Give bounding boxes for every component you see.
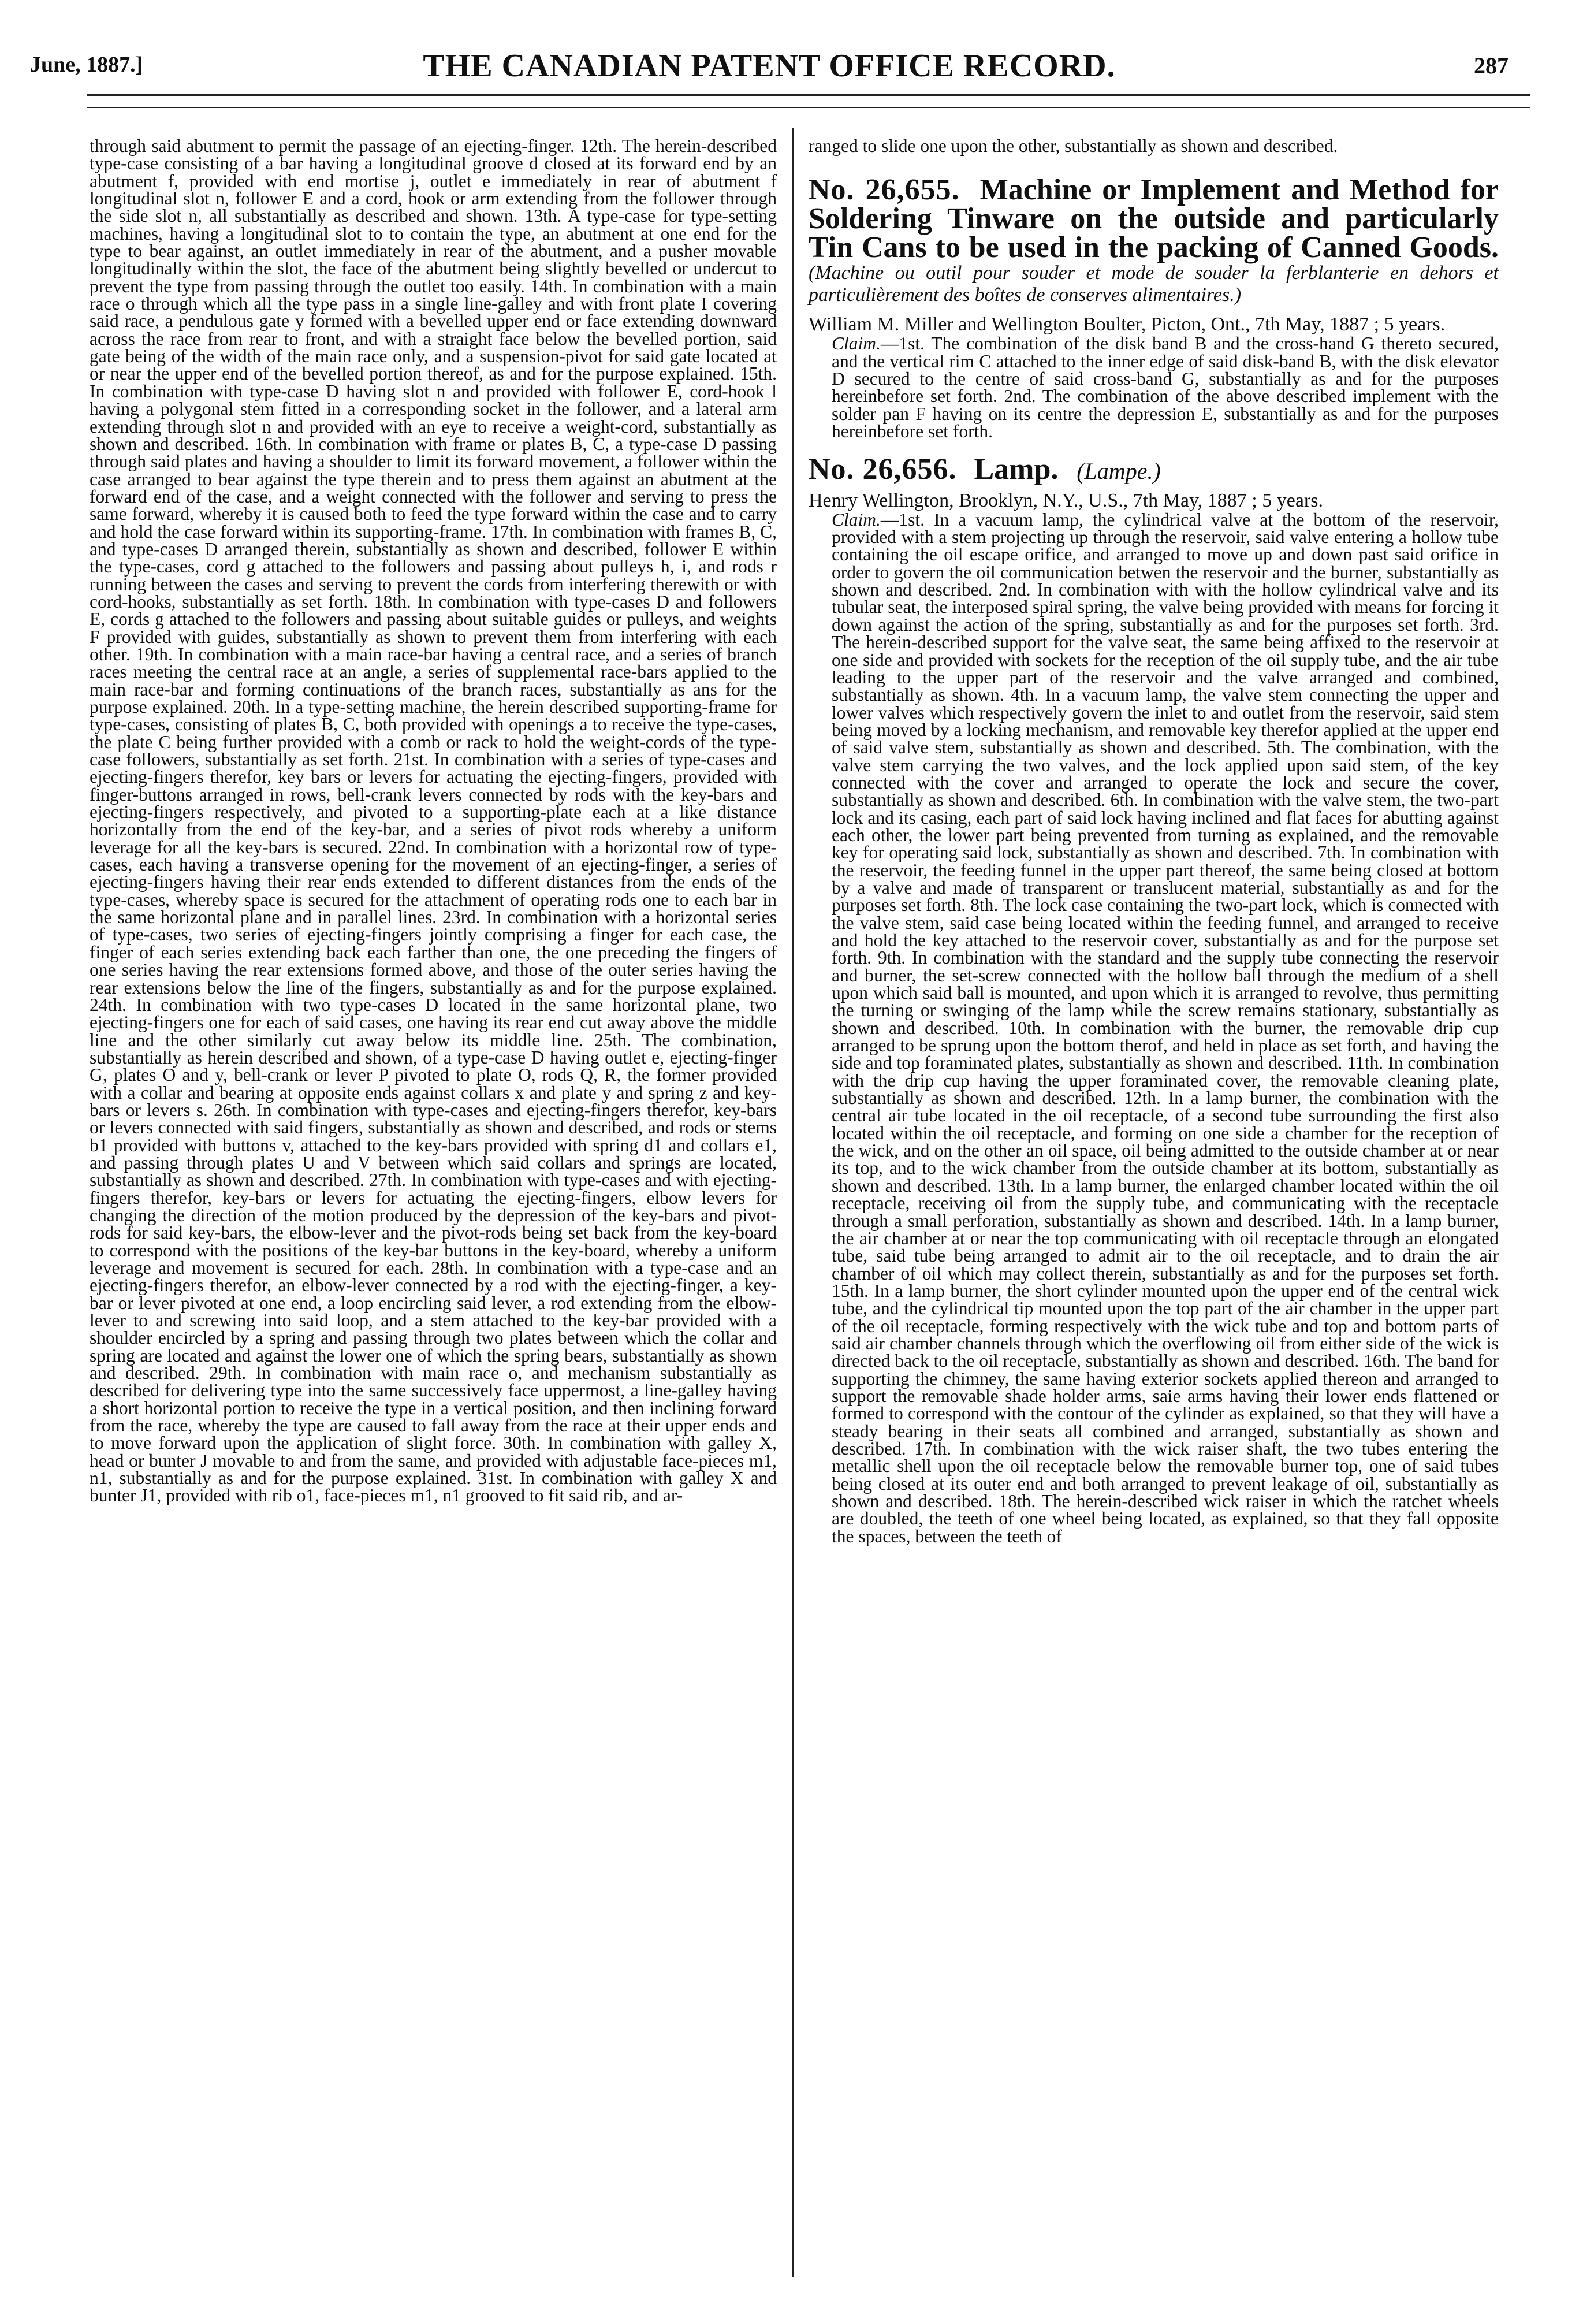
patent-claims (809, 511, 1499, 1545)
continued-claims-text: through said abutment to permit the passage of an ejecting-finger. 12th. The herein-described type-case consisting of a bar having a longitudinal groove d closed at its forward end by an abutment f, provided with end mortise j, outlet e immediately in rear of abutment f longitudinal slot n, follower E and a cord, hook or arm extending from the follower through the side slot n, all substantially as described and shown. 13th. A type-case for type-setting machines, having a longitudinal slot to to contain the type, an abutment at one end for the type to bear against, an outlet immediately in rear of the abutment, and a pusher movable longitudinally within the slot, the face of the abutment being slightly bevelled or undercut to prevent the type from passing through the outlet too easily. 14th. In combination with a main race o through which all the type pass in a single line-galley and with front plate I covering said race, a pendulous gate y formed with a bevelled upper end or face extending downward across the race from rear to front, and with a straight face below the bevelled portion, said gate being of the width of the main race only, and a suspension-pivot for said gate located at or near the upper end of the bevelled portion thereof, as and for the purpose explained. 15th. In combination with type-case D having slot n and provided with follower E, cord-hook l having a polygonal stem fitted in a corresponding socket in the follower, and a lateral arm extending through slot n and provided with an eye to receive a weight-cord, substantially as shown and described. 16th. In combination with frame or plates B, C, a type-case D passing through said plates and having a shoulder to limit its forward movement, a follower within the case arranged to bear against the type therein and to press them against an abutment at the forward end of the case, and a weight connected with the follower and serving to press the same forward, whereby it is caused both to feed the type forward within the case and to carry and hold the case forward within its supporting-frame. 17th. In combination with frames B, C, and type-cases D arranged therein, substantially as shown and described, follower E within the type-cases, cord g attached to the followers and passing about pulleys h, i, and rods r running between the cases and serving to prevent the cords from interfering therewith or with cord-hooks, substantially as set forth. 18th. In combination with type-cases D and followers E, cords g attached to the followers and passing about suitable guides or pulleys, and weights F provided with guides, substantially as shown to prevent them from interfering with each other. 19th. In combination with a main race-bar having a central race, and a series of branch races meeting the central race at an angle, a series of supplemental race-bars applied to the main race-bar and forming continuations of the branch races, substantially as ans for the purpose explained. 20th. In a type-setting machine, the herein described supporting-frame for type-cases, consisting of plates B, C, both provided with openings a to receive the type-cases, the plate C being further provided with a comb or rack to hold the weight-cords of the type-case followers, substantially as set forth. 21st. In combination with a series of type-cases and ejecting-fingers therefor, key bars or levers for actuating the ejecting-fingers, provided with finger-buttons arranged in rows, bell-crank levers connected by rods with the key-bars and ejecting-fingers respectively, and pivoted to a supporting-plate each at a like distance horizontally from the end of the key-bar, and a series of pivot rods whereby a uniform leverage for all the key-bars is secured. 22nd. In combination with a horizontal row of type-cases, each having a transverse opening for the movement of an ejecting-finger, a series of ejecting-fingers having their rear ends extended to different distances from the ends of the type-cases, whereby space is secured for the attachment of operating rods one to each bar in the same horizontal plane and in parallel lines. 23rd. In combination with a horizontal series of type-cases, two series of ejecting-fingers jointly comprising a finger for each case, the finger of each series extending back each farther than one, the one preceding the fingers of one series having the rear extensions formed above, and those of the outer series having the rear extensions below the line of the fingers, substantially as and for the purpose explained. 24th. In combination with two type-cases D located in the same horizontal plane, two ejecting-fingers one for each of said cases, one having its rear end cut away above the middle line and the other similarly cut away below its middle line. 25th. The combination, substantially as herein described and shown, of a type-case D having outlet e, ejecting-finger G, plates O and y, bell-crank or lever P pivoted to plate O, rods Q, R, the former provided with a collar and bearing at opposite ends against collars x and plate y and spring z and key-bars or levers s. 26th. In combination with type-cases and ejecting-fingers therefor, key-bars or levers connected with said fingers, substantially as shown and described, and rods or stems b1 provided with buttons v, attached to the key-bars provided with spring d1 and collars e1, and passing through plates U and V between which said collars and springs are located, substantially as shown and described. 27th. In combination with type-cases and with ejecting-fingers therefor, key-bars or levers for actuating the ejecting-fingers, elbow levers for changing the direction of the motion produced by the depression of the key-bars and pivot-rods for said key-bars, the elbow-lever and the pivot-rods being set back from the key-board to correspond with the positions of the key-bar buttons in the key-board, whereby a uniform leverage and movement is secured for each. 28th. In combination with a type-case and an ejecting-fingers therefor, an elbow-lever connected by a rod with the ejecting-finger, a key-bar or lever pivoted at one end, a loop encircling said lever, a rod extending from the elbow-lever to and screwing into said loop, and a stem attached to the key-bar provided with a shoulder encircled by a spring and passing through two plates between which the collar and spring are located and against the lower one of which the spring bears, substantially as shown and described. 29th. In combination with main race o, and mechanism substantially as described for delivering type into the same successively face uppermost, a line-galley having a short horizontal portion to receive the type in a vertical position, and then inclining forward from the race, whereby the type are caused to fall away from the race at their upper ends and to move forward upon the application of slight force. 30th. In combination with galley X, head or bunter J movable to and from the same, and provided with adjustable face-pieces m1, n1, substantially as and for the purpose explained. 31st. In combination with galley X and bunter J1, provided with rib o1, face-pieces m1, n1 grooved to fit said rib, and ar- (90, 136, 777, 1506)
page-number: 287 (1474, 53, 1508, 79)
issue-date: June, 1887.] (30, 53, 143, 77)
patent-title: Machine or Implement and Method for Soldering Tinware on the outside and particularly Tin Cans to be used in the packing of Canned Goods. (809, 173, 1499, 265)
left-column (90, 137, 777, 1505)
claim-label: Claim. (832, 509, 881, 530)
right-column (809, 137, 1499, 1545)
patent-number: No. 26,656. (809, 453, 957, 486)
column-divider (792, 128, 794, 2277)
patent-title-french: (Machine ou outil pour souder et mode de souder la ferblanterie en dehors et particulièrement des boîtes de conserves alimentaires.) (809, 262, 1499, 306)
page-header (30, 45, 1508, 91)
patent-inventors: William M. Miller and Wellington Boulter, Picton, Ont., 7th May, 1887 ; 5 years. (809, 314, 1446, 336)
continued-claim-end: ranged to slide one upon the other, substantially as shown and described. (809, 136, 1338, 156)
claim-text: —1st. In a vacuum lamp, the cylindrical valve at the bottom of the reservoir, provided with a stem projecting up through the reservoir, said valve entering a hollow tube containing the oil escape orifice, and arranged to move up and down past said orifice in order to govern the oil communication betwen the reservoir and the burner, substantially as shown and described. 2nd. In combination with with the hollow cylindrical valve and its tubular seat, the interposed spiral spring, the valve being provided with means for forcing it down against the action of the spring, substantially as and for the purposes set forth. 3rd. The herein-described support for the valve seat, the same being affixed to the reservoir at one side and provided with sockets for the reception of the oil supply tube, and the air tube leading to the upper part of the reservoir and the valve arranged and combined, substantially as shown. 4th. In a vacuum lamp, the valve stem connecting the upper and lower valves which respectively govern the inlet to and outlet from the reservoir, said stem being moved by a locking mechanism, and removable key therefor applied at the upper end of said valve stem, substantially as shown and described. 5th. The combination, with the valve stem carrying the two valves, and the lock applied upon said stem, of the key connected with the cover and arranged to operate the lock and secure the cover, substantially as shown and described. 6th. In combination with the valve stem, the two-part lock and its casing, each part of said lock having inclined and flat faces for abutting against each other, the lower part being prevented from turning as explained, and the removable key for operating said lock, substantially as shown and described. 7th. In combination with the reservoir, the feeding funnel in the upper part thereof, the same being closed at bottom by a valve and made of transparent or translucent material, substantially as and for the purposes set forth. 8th. The lock case containing the two-part lock, which is connected with the valve stem, said case being located within the feeding funnel, and arranged to receive and hold the key attached to the reservoir cover, substantially as and for the purpose set forth. 9th. In combination with the standard and the supply tube connecting the reservoir and burner, the set-screw connected with the hollow ball through the medium of a shell upon which said ball is mounted, and upon which it is arranged to revolve, thus permitting the turning or swinging of the lamp while the screw remains stationary, substantially as shown and described. 10th. In combination with the burner, the removable drip cup arranged to be sprung upon the bottom therof, and held in place as set forth, and having the side and top foraminated plates, substantially as shown and described. 11th. In combination with the drip cup having the upper foraminated cover, the removable cleaning plate, substantially as shown and described. 12th. In a lamp burner, the combination with the central air tube located in the oil receptacle, of a second tube surrounding the first also located within the oil receptacle, and forming on one side a chamber for the reception of the wick, and on the other an oil space, oil being admitted to the outside chamber at or near its top, and to the wick chamber from the outside chamber at its bottom, substantially as shown and described. 13th. In a lamp burner, the enlarged chamber located within the oil receptacle, receiving oil from the supply tube, and communicating with the receptacle through a small perforation, substantially as shown and described. 14th. In a lamp burner, the air chamber at or near the top communicating with oil receptacle through an elongated tube, said tube being arranged to admit air to the oil receptacle, and to drain the air chamber of oil which may collect therein, substantially as and for the purposes set forth. 15th. In a lamp burner, the short cylinder mounted upon the upper end of the central wick tube, and the cylindrical tip mounted upon the top part of the air chamber in the upper part of the oil receptacle, forming respectively with the wick tube and top and bottom parts of said air chamber channels through which the overflowing oil from either side of the wick is directed back to the oil receptacle, substantially as shown and described. 16th. The band for supporting the chimney, the same having exterior sockets applied thereon and arranged to support the removable shade holder arms, saie arms having their lower ends flattened or formed to correspond with the contour of the cylinder as explained, so that they will have a steady bearing in their seats all combined and arranged, substantially as shown and described. 17th. In combination with the wick raiser shaft, the two tubes entering the metallic shell upon the oil receptacle below the removable burner top, one of said tubes being closed at its outer end and both arranged to prevent leakage of oil, substantially as shown and described. 18th. The herein-described wick raiser in which the ratchet wheels are doubled, the teeth of one wheel being located, as explained, so that they fall opposite the spaces, between the teeth of (832, 509, 1499, 1546)
patent-entry-26656 (809, 453, 1499, 486)
publication-title: THE CANADIAN PATENT OFFICE RECORD. (423, 48, 1116, 84)
header-rule-thick (87, 94, 1530, 96)
patent-title-french: (Lampe.) (1077, 458, 1161, 485)
patent-entry-26655 (809, 173, 1499, 306)
patent-inventors: Henry Wellington, Brooklyn, N.Y., U.S., 7th May, 1887 ; 5 years. (809, 489, 1323, 511)
claim-text: —1st. The combination of the disk band B and the cross-hand G thereto secured, and the vertical rim C attached to the inner edge of said disk-band B, with the disk elevator D secured to the centre of said cross-band G, substantially as and for the purposes hereinbefore set forth. 2nd. The combination of the above described implement with the solder pan F having on its centre the depression E, substantially as and for the purposes hereinbefore set forth. (832, 333, 1499, 442)
patent-claims (809, 335, 1499, 440)
claim-label: Claim. (832, 333, 881, 354)
patent-number: No. 26,655. (809, 173, 960, 207)
patent-title: Lamp. (974, 453, 1059, 486)
header-rule-thin (87, 107, 1530, 108)
